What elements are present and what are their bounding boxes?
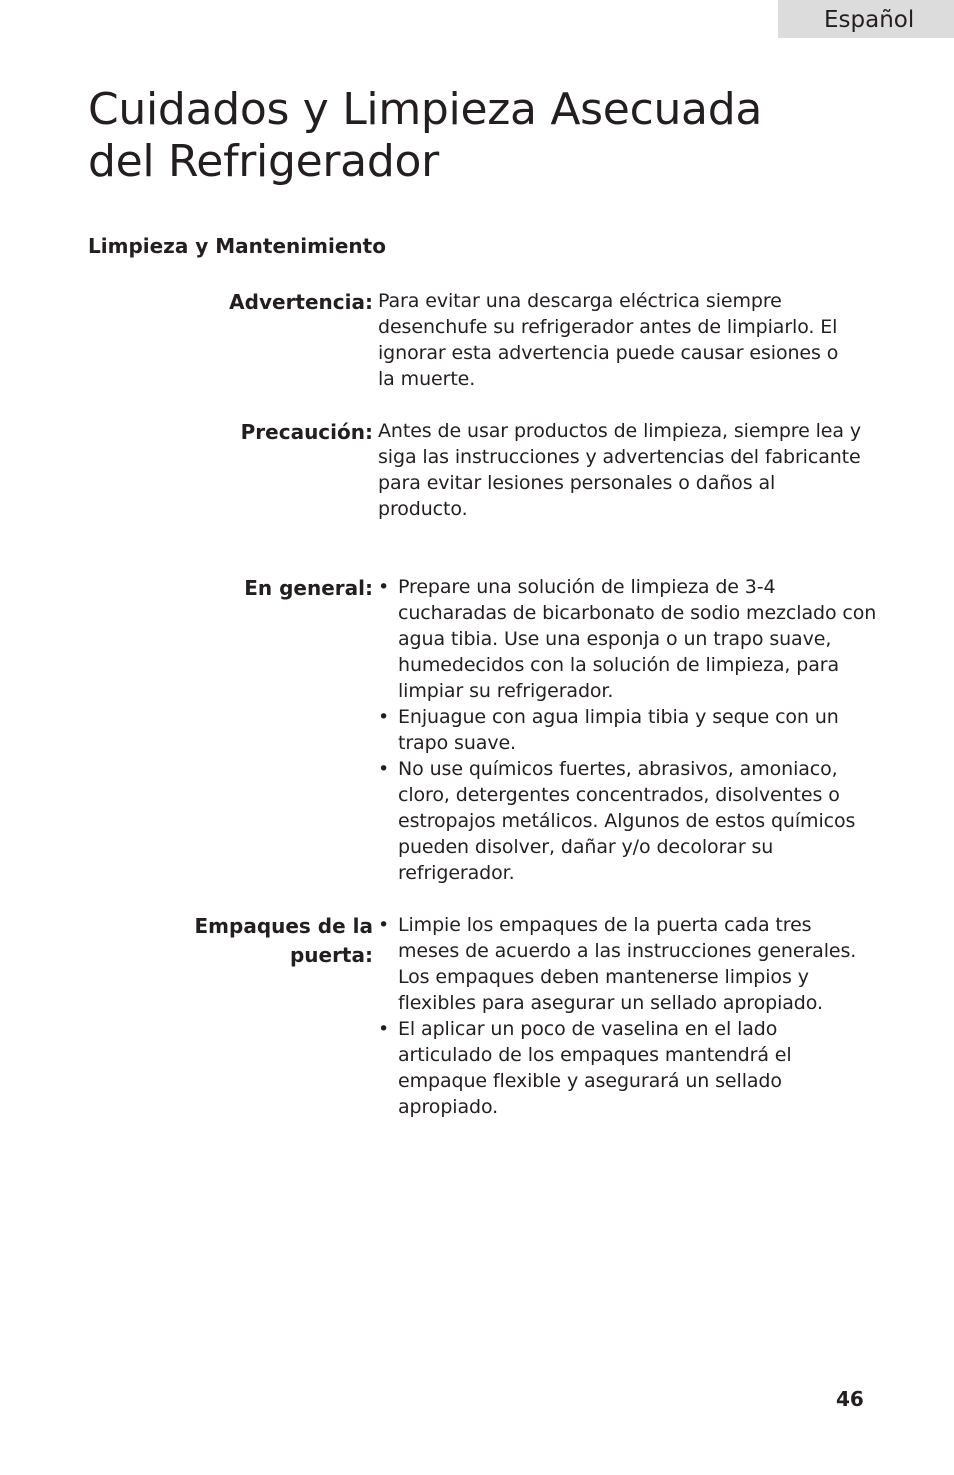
language-tab: Español	[778, 0, 954, 38]
page-title-line1: Cuidados y Limpieza Asecuada	[88, 84, 763, 135]
page-number: 46	[836, 1387, 864, 1411]
general-bullet-list	[378, 574, 878, 886]
bullet-icon: •	[378, 914, 390, 936]
page-title-line2: del Refrigerador	[88, 136, 439, 187]
gaskets-bullet-list	[378, 912, 878, 1120]
list-item	[378, 704, 878, 756]
bullet-icon: •	[378, 1018, 390, 1040]
general-label: En general:	[244, 576, 373, 600]
bullet-icon: •	[378, 706, 390, 728]
caution-text: Antes de usar productos de limpieza, siempre lea y siga las instrucciones y advertencias del fabricante para evitar lesiones personales o daños al producto.	[378, 420, 862, 520]
list-item-text: No use químicos fuertes, abrasivos, amoniaco, cloro, detergentes concentrados, disolventes o estropajos metálicos. Algunos de estos químicos pueden disolver, dañar y/o decolorar su refrigerador.	[398, 758, 856, 884]
list-item	[378, 574, 878, 704]
list-item-text: Prepare una solución de limpieza de 3-4 cucharadas de bicarbonato de sodio mezclado con agua tibia. Use una esponja o un trapo suave, humedecidos con la solución de limpieza, para limpiar su refrigerador.	[398, 576, 877, 702]
page-title	[88, 84, 848, 188]
list-item	[378, 756, 878, 886]
list-item-text: Limpie los empaques de la puerta cada tres meses de acuerdo a las instrucciones generales. Los empaques deben mantenerse limpios y flexibles para asegurar un sellado apropiado.	[398, 914, 857, 1014]
list-item-text: Enjuague con agua limpia tibia y seque con un trapo suave.	[398, 706, 839, 754]
list-item	[378, 912, 878, 1016]
list-item	[378, 1016, 818, 1120]
bullet-icon: •	[378, 576, 390, 598]
caution-label: Precaución:	[240, 420, 373, 444]
bullet-icon: •	[378, 758, 390, 780]
gaskets-label	[73, 912, 373, 970]
gaskets-label-line1: Empaques de la	[194, 914, 373, 938]
warning-text: Para evitar una descarga eléctrica siempre desenchufe su refrigerador antes de limpiarlo. El ignorar esta advertencia puede causar esiones o la muerte.	[378, 290, 839, 390]
warning-label: Advertencia:	[229, 290, 373, 314]
gaskets-label-line2: puerta:	[289, 943, 373, 967]
list-item-text: El aplicar un poco de vaselina en el lado articulado de los empaques mantendrá el empaque flexible y asegurará un sellado apropiado.	[398, 1018, 792, 1118]
section-heading: Limpieza y Mantenimiento	[88, 234, 386, 258]
